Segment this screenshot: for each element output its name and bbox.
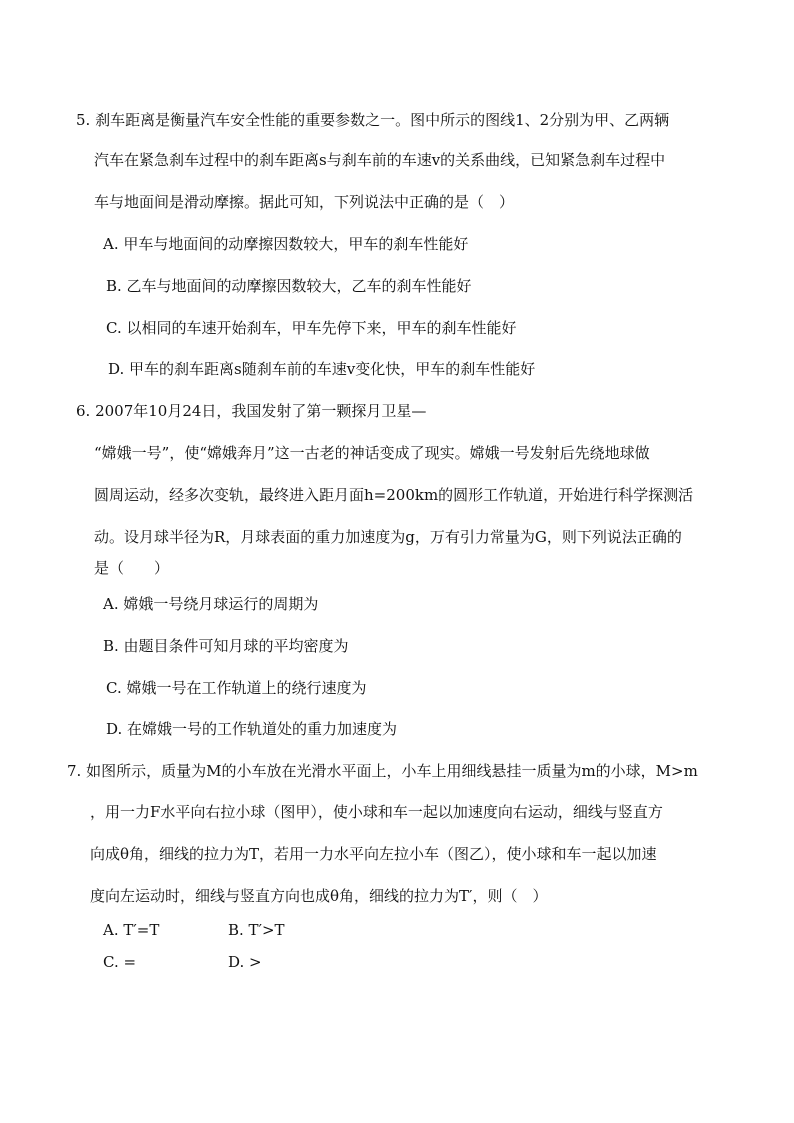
- option-c: C. =: [103, 953, 137, 971]
- option-c: C. 嫦娥一号在工作轨道上的绕行速度为: [106, 679, 367, 697]
- question-stem-line: 5. 刹车距离是衡量汽车安全性能的重要参数之一。图中所示的图线1、2分别为甲、乙两辆: [76, 111, 670, 129]
- question-stem-line: 6. 2007年10月24日，我国发射了第一颗探月卫星—: [76, 402, 427, 420]
- question-stem-line: 汽车在紧急刹车过程中的刹车距离s与刹车前的车速v的关系曲线，已知紧急刹车过程中: [94, 151, 666, 169]
- question-stem-line: 动。设月球半径为R，月球表面的重力加速度为g，万有引力常量为G，则下列说法正确的: [94, 528, 682, 546]
- question-stem-line: 7. 如图所示，质量为M的小车放在光滑水平面上，小车上用细线悬挂一质量为m的小球，M>m: [67, 762, 698, 780]
- option-d: D. 甲车的刹车距离s随刹车前的车速v变化快，甲车的刹车性能好: [108, 360, 536, 378]
- option-c: C. 以相同的车速开始刹车，甲车先停下来，甲车的刹车性能好: [106, 319, 517, 337]
- question-stem-line: “嫦娥一号”，使“嫦娥奔月”这一古老的神话变成了现实。嫦娥一号发射后先绕地球做: [94, 444, 650, 462]
- option-b: B. 乙车与地面间的动摩擦因数较大，乙车的刹车性能好: [106, 277, 472, 295]
- option-a: A. 嫦娥一号绕月球运行的周期为: [103, 595, 319, 613]
- question-stem-line: 圆周运动，经多次变轨，最终进入距月面h=200km的圆形工作轨道，开始进行科学探测活: [94, 486, 694, 504]
- question-stem-line: 是（ ）: [94, 559, 170, 577]
- option-d: D. >: [228, 953, 262, 971]
- question-stem-line: 车与地面间是滑动摩擦。据此可知，下列说法中正确的是（ ）: [94, 193, 515, 211]
- question-stem-line: 度向左运动时，细线与竖直方向也成θ角，细线的拉力为T′，则（ ）: [90, 887, 548, 905]
- option-b: B. T′>T: [228, 921, 285, 939]
- option-b: B. 由题目条件可知月球的平均密度为: [103, 637, 349, 655]
- question-stem-line: ，用一力F水平向右拉小球（图甲），使小球和车一起以加速度向右运动，细线与竖直方: [90, 803, 663, 821]
- option-a: A. T′=T: [103, 921, 160, 939]
- option-a: A. 甲车与地面间的动摩擦因数较大，甲车的刹车性能好: [103, 235, 469, 253]
- question-stem-line: 向成θ角，细线的拉力为T，若用一力水平向左拉小车（图乙），使小球和车一起以加速: [90, 845, 657, 863]
- option-d: D. 在嫦娥一号的工作轨道处的重力加速度为: [106, 720, 398, 738]
